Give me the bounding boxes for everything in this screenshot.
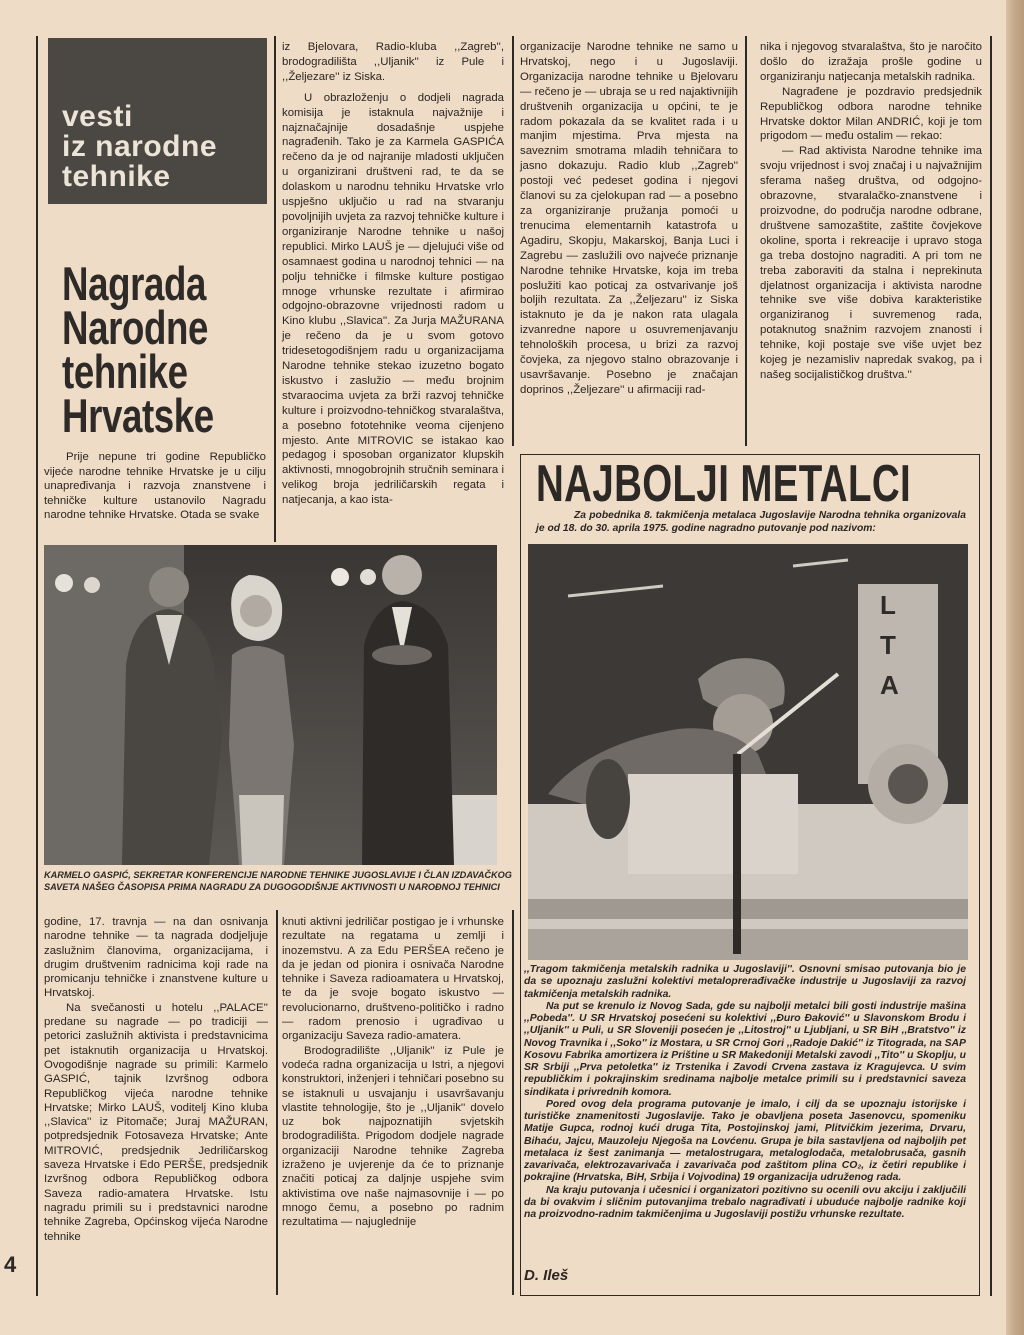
column-rule: [36, 36, 38, 1296]
article-column-4: [760, 40, 982, 383]
paragraph: Na put se krenulo iz Novog Sada, gde su najbolji metalci bili gosti industrije mašina ,,Pobeda''. U SR Hrvatskoj posećeni su kolektivi ,,Đuro Đaković'' u Slavonskom Brodu i ,,Uljanik'' u Puli, u SR Sloveniji posećen je ,,Litostroj'' u Ljubljani, u SR BiH ,,Bratstvo'' iz Novog Travnika i ,,Soko'' iz Mostara, u SR Crnoj Gori ,,Radoje Dakić'' iz Titograda, na SAP Kosovu Fabrika amortizera iz Prištine u SR Makedoniji Metalski zavodi ,,Tito'' u Skoplju, u SR Srbiji ,,Prva petoletka'' iz Trstenika i Zavodi Crvena zastava iz Kragujevca. U svim republičkim i pokrajinskim sredinama najbolje metalce primili su i predstavnici saveza sindikata i privrednih komora.: [524, 1000, 966, 1098]
article-intro: [44, 450, 266, 523]
column-rule: [274, 36, 276, 542]
sidebar-title: NAJBOLJI METALCI: [536, 455, 912, 513]
column-rule: [745, 36, 747, 446]
paragraph: godine, 17. travnja — na dan osnivanja narodne tehnike — ta nagrada dodjeljuje zaslužnim članovima, organizacijama, i drugim društvenim radnicima koji rade na promicanju tehničke i znanstvene kulture u Hrvatskoj.: [44, 916, 268, 1000]
machine-sign-letter: A: [880, 670, 899, 700]
machine-sign-letter: L: [880, 590, 896, 620]
page-binding-edge: [1006, 0, 1024, 1335]
paragraph: U obrazloženju o dodjeli nagrada komisija je istaknula najvažnije i najznačajnije dosadašnje uspjehe nagrađenih. Tako je za Karmela GASPIĆA rečeno da je od najranije mladosti uključen u organizirani društveni rad, te da se dolaskom u narodnu tehniku Hrvatske vrlo uspješno uključio u rad na stvaranju povoljnijih uvjeta za razvoj tehničke kulture i organiziranje Narodne tehnike u našoj republici. Mirko LAUŠ je — djelujući više od osamnaest godina u narodnoj tehnici — na polju tehničke i filmske kulture postigao mnoge vrhunske rezultate i afirmirao odgojno-obrazovne vrijednosti radom u Kino klubu ,,Slavica''. Za Jurja MAŽURANA je rečeno da je u svom gotovo tridesetogodišnjem radu u organizacijama Narodne tehnike stekao izuzetno bogato iskustvo i zaslužio — među brojnim stvaraocima uvjeta za brži razvoj tehničke kulture i proizvodno-tehničkog stvaralaštva, a posebno fototehnike veoma cijenjeno mjesto. Ante MITROVIC se istakao kao pedagog i sposoban organizator klupskih aktivnosti, mnogobrojnih stručnih seminara i velikog broja jedriličarskih regata i natjecanja, a kao ista-: [282, 91, 504, 507]
headline-line: Nagrada: [62, 257, 206, 310]
article-column-2: [282, 40, 504, 508]
metalworker-photo-illustration: [528, 544, 968, 960]
headline-line: Narodne: [62, 301, 208, 354]
article-bottom-column-2: [282, 915, 504, 1230]
paragraph: Na svečanosti u hotelu ,,PALACE'' predane su nagrade — po tradiciji — petorici zaslužnih aktivista i predstavnicima pet istaknutih organizacija u Hrvatskoj. Ovogodišnje nagrade su primili: Karmelo GASPIĆ, tajnik Izvršnog odbora Republičkog vijeća narodne tehnike Hrvatske; Mirko LAUŠ, voditelj Kino kluba ,,Slavica'' iz Pitomače; Juraj MAŽURAN, potpredsjednik Fotosaveza Hrvatske; Ante MITROVIĆ, predsjednik Jedriličarskog saveza Hrvatske i Edo PERŠE, predsjednik Izvršnog odbora Republičkog odbora Saveza radio-amatera Hrvatske. Istu nagradu primili su i predstavnici narodne tehnike Zagreba, Općinskog vijeća Narodne tehnike: [44, 1001, 268, 1243]
column-rule: [276, 910, 278, 1295]
column-rule: [990, 36, 992, 1296]
author-byline: D. Ileš: [524, 1267, 569, 1284]
paragraph: knuti aktivni jedriličar postigao je i vrhunske rezultate na regatama u zemlji i inozemstvu. A za Edu PERŠEA rečeno je da je jedan od pionira i osnivača Narodne tehnike i Saveza radioamatera u Hrvatskoj, te da je svoje bogato iskustvo — revolucionarno, društveno-političko i radno — radom prenosio i ugrađivao u organizaciju Saveza radio-amatera.: [282, 916, 504, 1043]
paragraph: ,,Tragom takmičenja metalskih radnika u Jugoslaviji''. Osnovni smisao putovanja bio je da se upoznaju zaslužni kolektivi metaloprerađivačke industrije u Jugoslaviji za razvoj takmičenja metalskih radnika.: [524, 964, 966, 1000]
kicker-line: tehnike: [62, 160, 171, 193]
column-rule: [512, 910, 514, 1295]
photo-caption: KARMELO GASPIĆ, SEKRETAR KONFERENCIJE NARODNE TEHNIKE JUGOSLAVIJE I ČLAN IZDAVAČKOG SAVETA NAŠEG ČASOPISA PRIMA NAGRADU ZA DUGOGODIŠNJE AKTIVNOSTI U NAROĐNOJ TEHNICI: [44, 870, 512, 892]
metalworker-photo: [528, 544, 968, 960]
paragraph: Brodogradilište ,,Uljanik'' iz Pule je vodeća radna organizacija u Istri, a njegovi konstruktori, inženjeri i tehničari posebno su se istaknuli u usvajanju i usavršavanju vlastite tehnologije, što je ,,Uljanik'' dovelo uz bok najpoznatijih svjetskih brodogradilišta. Prigodom dodjele nagrade organizaciji Narodne tehnike Zagreba izraženo je uvjerenje da će to priznanje značiti poticaj za daljnje uspjehe svim aktivistima ove naše najmasovnije i — po mnogo čemu, a posebno po radnim rezultatima — najuglednije: [282, 1044, 504, 1229]
paragraph: Na kraju putovanja i učesnici i organizatori pozitivno su ocenili ovu akciju i zaključili da bi ovakvim i sličnim putovanjima trebalo nagrađivati i ubuduće najbolje radnike koji na proizvodno-radnim takmičenjima u Jugoslaviji postižu vrhunske rezultate.: [524, 1184, 966, 1220]
paragraph: nika i njegovog stvaralaštva, što je naročito došlo do izražaja prošle godine u organiziranju natjecanja metalskih radnika.: [760, 41, 982, 83]
article-headline: [62, 257, 214, 442]
award-photo-illustration: [44, 545, 497, 865]
paragraph: — Rad aktivista Narodne tehnike ima svoju vrijednost i svoj značaj i u najvažnijim sferama našeg društva, od odgojno-obrazovne, stvaralačko-znanstvene i proizvodne, do područja narodne odbrane, društvene samozaštite, zaštite čovjekove okoline, sporta i rekreacije i upravo stoga ga treba dostojno nagraditi. A pri tom ne treba zaboraviti da stalna i neprekinuta djelatnost organizacija i aktivista narodne tehnike sve više dobiva karakteristike organiziranog i suvremenog rada, potaknutog snažnim razvojem znanosti i tehnike, koji postaje sve više uvjet bez kojeg je nezamisliv napredak svakog, pa i našeg socijalističkog društva.'': [760, 145, 982, 381]
column-rule: [512, 36, 514, 446]
paragraph: Za pobednika 8. takmičenja metalaca Jugoslavije Narodna tehnika organizovala je od 18. do 30. aprila 1975. godine nagradno putovanje pod nazivom:: [536, 510, 966, 534]
paragraph: Pored ovog dela programa putovanje je imalo, i cilj da se upoznaju istorijske i turističke znamenitosti Jugoslavije. Tako je obavljena poseta Jasenovcu, spomeniku Matije Gupca, rodnoj kući druga Tita, Postojinskoj jami, Plitvičkim jezerima, Drvaru, Bihaću, Jajcu, Mauzoleju Njegoša na Lovćenu. Grupa je bila sastavljena od najboljih pet metalaca iz šest zanimanja — metalostrugara, metaloglodača, metalobrusača, gasnih zavarivača, elektrozavarivača i zavarivača pod zaštitom plina CO₂, iz četiri republike i pokrajine (Hrvatska, BiH, Srbija i Vojvodina) 19 organizacija udruženog rada.: [524, 1098, 966, 1184]
sidebar-body: [524, 964, 966, 1221]
kicker-line: vesti: [62, 100, 133, 133]
headline-line: Hrvatske: [62, 389, 214, 442]
paragraph: iz Bjelovara, Radio-kluba ,,Zagreb'', brodogradilišta ,,Uljanik'' iz Pule i ,,Željezare'' iz Siska.: [282, 41, 504, 83]
section-kicker: [62, 102, 217, 192]
award-ceremony-photo: [44, 545, 497, 865]
paragraph: Nagrađene je pozdravio predsjednik Republičkog odbora narodne tehnike Hrvatske doktor Milan ANDRIĆ, koji je tom prigodom — među ostalim — rekao:: [760, 85, 982, 143]
page-number: 4: [4, 1252, 17, 1277]
headline-line: tehnike: [62, 345, 188, 398]
paragraph: Prije nepune tri godine Republičko vijeće narodne tehnike Hrvatske je u cilju unapređivanja i razvoja znanstvene i tehničke kulture ustanovilo Nagradu narodne tehnike Hrvatske. Otada se svake: [44, 451, 266, 522]
section-kicker-box: [48, 38, 267, 204]
article-column-3: [520, 40, 738, 398]
kicker-line: iz narodne: [62, 130, 218, 163]
sidebar-lead: [536, 510, 966, 536]
article-bottom-column-1: [44, 915, 268, 1244]
machine-sign-letter: T: [880, 630, 896, 660]
paragraph: organizacije Narodne tehnike ne samo u Hrvatskoj, nego i u Jugoslaviji. Organizacija narodne tehnike u Bjelovaru — rečeno je — ubraja se u red najaktivnijih društvenih organizacija u općini, te je radom pokazala da se kvalitet rada i u manjim mjestima. Prva mjesta na saveznim smotrama mladih tehničara to jasno dokazuju. Radio klub ,,Zagreb'' postoji već pedeset godina i njegovi članovi su za cjelokupan rad — a posebno za organiziranje pružanja pomoći u trenucima elementarnih katastrofa u Agadiru, Skopju, Makarskoj, Banja Luci i Zagrebu — zaslužili ovo najveće priznanje Narodne tehnike Hrvatske, koja im treba poslužiti kao poticaj za ostvarivanje još boljih rezultata. Za ,,Željezaru'' iz Siska istaknuto je da je nakon rata ulagala izvanredne napore u osuvremenjavanju tehnoloških procesa, u brizi za razvoj čovjeka, za njegovo stalno obrazovanje i usavršavanje. Posebno je značajan doprinos ,,Željezare'' u afirmaciji rad-: [520, 41, 738, 396]
